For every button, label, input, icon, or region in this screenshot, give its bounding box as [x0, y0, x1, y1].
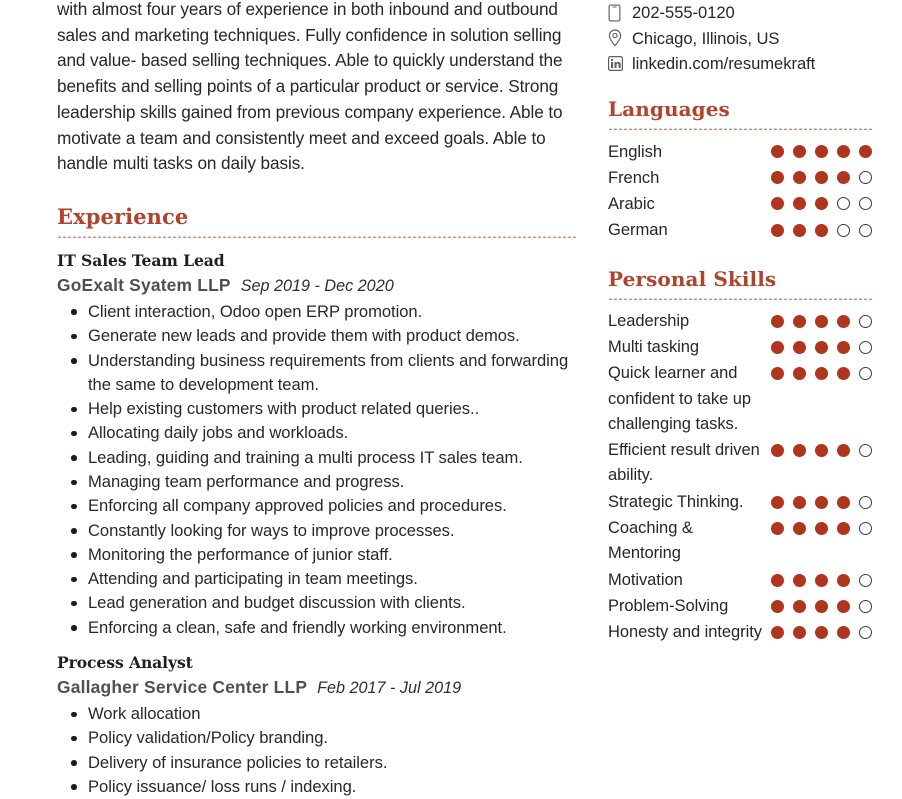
- language-row-dots: [771, 191, 872, 216]
- rating-dot-filled: [837, 145, 850, 158]
- skill-row-label: Strategic Thinking.: [608, 492, 744, 511]
- skill-row: [608, 438, 872, 489]
- rating-dot-empty: [859, 496, 872, 509]
- skill-row-dots: [771, 620, 872, 645]
- rating-dot-filled: [793, 496, 806, 509]
- rating-dot-filled: [771, 496, 784, 509]
- rating-dot-filled: [771, 444, 784, 457]
- contact-item-text: 202-555-0120: [632, 3, 735, 22]
- rating-dot-empty: [859, 315, 872, 328]
- contact-item[interactable]: [608, 26, 872, 52]
- rating-dot-filled: [837, 341, 850, 354]
- job-dates: Sep 2019 - Dec 2020: [240, 276, 394, 295]
- language-row: [608, 191, 872, 216]
- personal-skills-heading: Personal Skills: [608, 266, 777, 291]
- rating-dot-filled: [771, 315, 784, 328]
- job-bullet: Attending and participating in team meetings.: [57, 567, 578, 591]
- linkedin-icon: [608, 56, 628, 71]
- job-title: Process Analyst: [57, 653, 193, 673]
- rating-dot-filled: [771, 197, 784, 210]
- rating-dot-filled: [771, 171, 784, 184]
- skill-row-label: Efficient result driven ability.: [608, 441, 760, 485]
- job-company-line: [57, 675, 578, 700]
- skill-row-label: Quick learner and confident to take up challenging tasks.: [608, 364, 752, 433]
- skill-row: [608, 490, 872, 515]
- skill-row-label: Multi tasking: [608, 337, 700, 356]
- rating-dot-filled: [815, 522, 828, 535]
- rating-dot-filled: [793, 600, 806, 613]
- rating-dot-filled: [815, 341, 828, 354]
- rating-dot-filled: [815, 367, 828, 380]
- job-bullet: Lead generation and budget discussion with clients.: [57, 591, 578, 615]
- rating-dot-filled: [771, 145, 784, 158]
- skill-row: [608, 594, 872, 619]
- skill-row-dots: [771, 309, 872, 334]
- rating-dot-empty: [859, 341, 872, 354]
- experience-section: [57, 204, 578, 799]
- skill-row-label: Coaching & Mentoring: [608, 519, 693, 563]
- rating-dot-filled: [793, 444, 806, 457]
- skill-row: [608, 335, 872, 360]
- rating-dot-filled: [815, 315, 828, 328]
- skill-row-dots: [771, 568, 872, 593]
- rating-dot-filled: [859, 145, 872, 158]
- contact-item-text: Chicago, Illinois, US: [632, 28, 780, 48]
- job-bullet: Managing team performance and progress.: [57, 470, 578, 494]
- rating-dot-filled: [815, 626, 828, 639]
- languages-heading: Languages: [608, 96, 730, 121]
- rating-dot-filled: [771, 341, 784, 354]
- rating-dot-filled: [815, 444, 828, 457]
- job-bullet-list: [57, 300, 578, 640]
- rating-dot-filled: [837, 444, 850, 457]
- rating-dot-filled: [793, 574, 806, 587]
- profile-summary-text: with almost four years of experience in both inbound and outbound sales and marketing techniques. Fully confidence in solution selling and value- based selling techniques. Able to quickly understand the benefits and selling points of a particular product or service. Strong leadership skills gained from previous company experience. Able to motivate a team and consistently meet and exceed goals. Able to handle multi tasks on daily basis.: [57, 0, 563, 174]
- language-row-label: German: [608, 220, 668, 240]
- job-bullet: Delivery of insurance policies to retailers.: [57, 751, 578, 775]
- rating-dot-filled: [815, 574, 828, 587]
- job-company: Gallagher Service Center LLP: [57, 677, 308, 698]
- rating-dot-filled: [793, 145, 806, 158]
- job-bullet: Client interaction, Odoo open ERP promotion.: [57, 300, 578, 324]
- skill-row: [608, 568, 872, 593]
- rating-dot-filled: [815, 496, 828, 509]
- rating-dot-filled: [837, 600, 850, 613]
- languages-rating-list: [608, 139, 872, 243]
- contact-item[interactable]: [608, 51, 872, 77]
- rating-dot-filled: [815, 224, 828, 237]
- personal-skills-section: [608, 267, 872, 646]
- skill-row: [608, 516, 872, 567]
- rating-dot-empty: [837, 197, 850, 210]
- personal-skills-rating-list: [608, 309, 872, 646]
- skill-row-dots: [771, 438, 872, 463]
- rating-dot-filled: [793, 171, 806, 184]
- rating-dot-empty: [859, 171, 872, 184]
- language-row: [608, 139, 872, 164]
- job-bullet: Understanding business requirements from clients and forwarding the same to development team.: [57, 349, 578, 398]
- skill-row: [608, 620, 872, 645]
- job-bullet: Generate new leads and provide them with product demos.: [57, 324, 578, 348]
- job-bullet: Policy issuance/ loss runs / indexing.: [57, 775, 578, 799]
- language-row-dots: [771, 139, 872, 164]
- rating-dot-filled: [815, 600, 828, 613]
- experience-job-list: [57, 250, 578, 799]
- rating-dot-filled: [771, 574, 784, 587]
- rating-dot-empty: [859, 444, 872, 457]
- job-bullet-list: [57, 702, 578, 799]
- rating-dot-filled: [837, 367, 850, 380]
- language-row-dots: [771, 165, 872, 190]
- skill-row-dots: [771, 335, 872, 360]
- contact-list: [608, 0, 872, 77]
- rating-dot-empty: [859, 626, 872, 639]
- job-bullet: Enforcing all company approved policies and procedures.: [57, 494, 578, 518]
- rating-dot-filled: [793, 315, 806, 328]
- rating-dot-empty: [859, 600, 872, 613]
- skill-row-dots: [771, 361, 872, 386]
- rating-dot-empty: [859, 522, 872, 535]
- rating-dot-filled: [771, 522, 784, 535]
- job-bullet: Monitoring the performance of junior staff.: [57, 543, 578, 567]
- rating-dot-filled: [793, 224, 806, 237]
- rating-dot-filled: [837, 315, 850, 328]
- skill-row-label: Honesty and integrity: [608, 623, 762, 642]
- job-title: IT Sales Team Lead: [57, 250, 225, 270]
- rating-dot-filled: [771, 626, 784, 639]
- rating-dot-filled: [771, 600, 784, 613]
- job-company-line: [57, 273, 578, 298]
- rating-dot-filled: [771, 367, 784, 380]
- job-bullet: Help existing customers with product related queries..: [57, 397, 578, 421]
- rating-dot-empty: [859, 224, 872, 237]
- personal-skills-heading-rule: [608, 297, 872, 300]
- skill-row-dots: [771, 490, 872, 515]
- rating-dot-filled: [837, 171, 850, 184]
- right-sidebar: [600, 0, 902, 750]
- phone-icon: [608, 4, 628, 22]
- rating-dot-empty: [859, 367, 872, 380]
- job-bullet: Leading, guiding and training a multi process IT sales team.: [57, 446, 578, 470]
- skill-row-label: Problem-Solving: [608, 596, 729, 615]
- rating-dot-filled: [793, 367, 806, 380]
- rating-dot-filled: [793, 341, 806, 354]
- location-pin-icon: [608, 29, 628, 47]
- experience-heading: Experience: [57, 203, 189, 229]
- job-bullet: Allocating daily jobs and workloads.: [57, 421, 578, 445]
- language-row: [608, 165, 872, 190]
- rating-dot-filled: [771, 224, 784, 237]
- language-row-label: English: [608, 141, 663, 161]
- rating-dot-empty: [859, 197, 872, 210]
- rating-dot-filled: [815, 145, 828, 158]
- job-bullet: Work allocation: [57, 702, 578, 726]
- skill-row-label: Leadership: [608, 311, 690, 330]
- rating-dot-empty: [837, 224, 850, 237]
- languages-heading-rule: [608, 127, 872, 130]
- job-bullet: Policy validation/Policy branding.: [57, 726, 578, 750]
- rating-dot-filled: [815, 197, 828, 210]
- rating-dot-filled: [815, 171, 828, 184]
- contact-item[interactable]: [608, 0, 872, 26]
- experience-job: [57, 250, 578, 640]
- language-row-dots: [771, 217, 872, 242]
- rating-dot-filled: [837, 626, 850, 639]
- language-row-label: Arabic: [608, 194, 655, 214]
- job-company: GoExalt Syatem LLP: [57, 274, 231, 295]
- rating-dot-filled: [793, 626, 806, 639]
- rating-dot-filled: [837, 522, 850, 535]
- job-dates: Feb 2017 - Jul 2019: [317, 679, 462, 698]
- rating-dot-filled: [837, 574, 850, 587]
- language-row: [608, 217, 872, 242]
- rating-dot-filled: [793, 197, 806, 210]
- rating-dot-filled: [837, 496, 850, 509]
- rating-dot-empty: [859, 574, 872, 587]
- experience-heading-rule: [57, 235, 578, 238]
- experience-job: [57, 652, 578, 799]
- skill-row-label: Motivation: [608, 570, 683, 589]
- job-bullet: Enforcing a clean, safe and friendly working environment.: [57, 616, 578, 640]
- languages-section: [608, 97, 872, 243]
- skill-row: [608, 309, 872, 334]
- skill-row: [608, 361, 872, 437]
- skill-row-dots: [771, 594, 872, 619]
- job-bullet: Constantly looking for ways to improve processes.: [57, 519, 578, 543]
- language-row-label: French: [608, 167, 660, 187]
- skill-row-dots: [771, 516, 872, 541]
- rating-dot-filled: [793, 522, 806, 535]
- contact-item-text: linkedin.com/resumekraft: [632, 54, 816, 73]
